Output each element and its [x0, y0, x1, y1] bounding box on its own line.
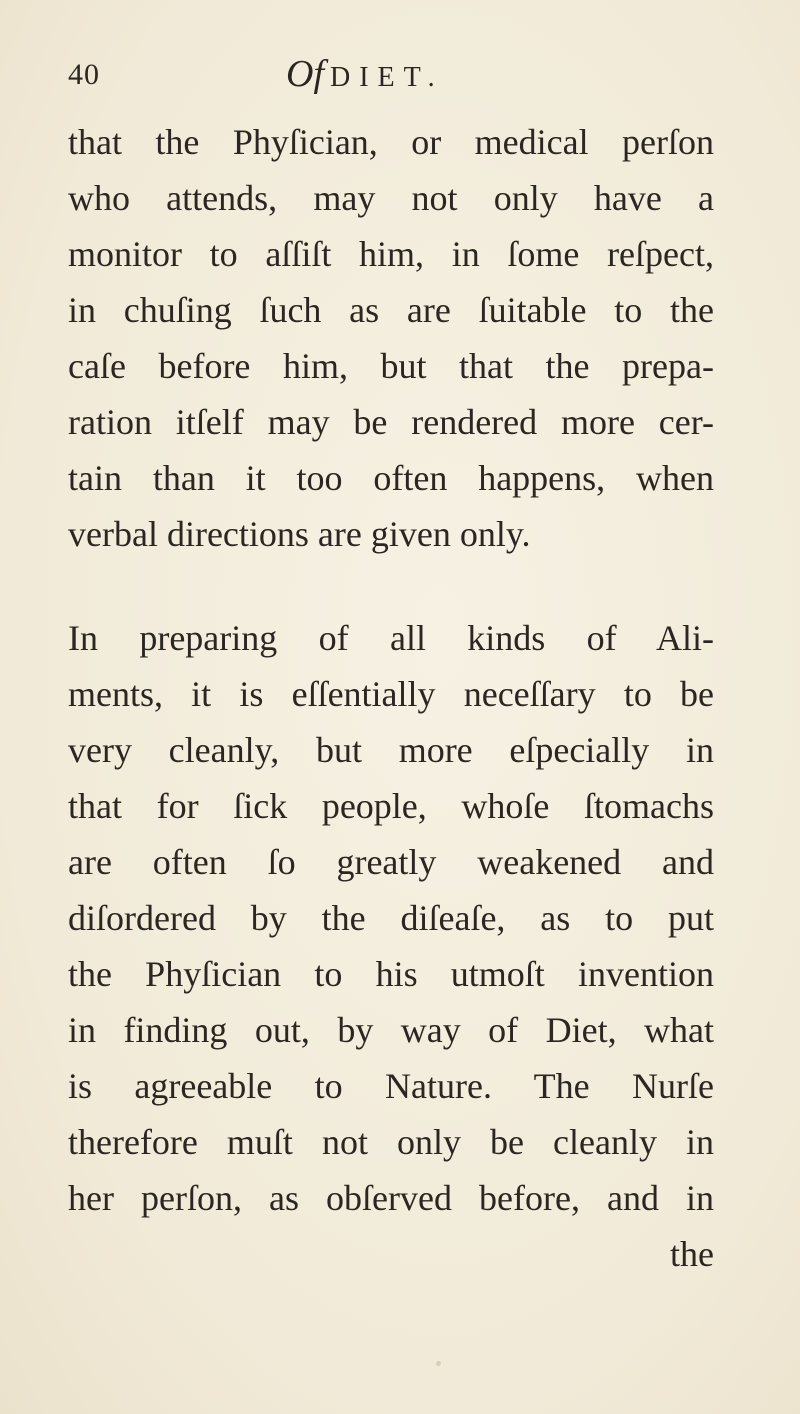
running-header: [68, 52, 708, 100]
text-line: very cleanly, but more eſpecially in: [68, 730, 714, 770]
paper-speck: [436, 1361, 441, 1366]
text-line: ration itſelf may be rendered more cer-: [68, 402, 714, 442]
text-line: therefore muſt not only be cleanly in: [68, 1122, 714, 1162]
text-line: caſe before him, but that the prepa-: [68, 346, 714, 386]
text-line: verbal directions are given only.: [68, 514, 531, 554]
text-line: that for ſick people, whoſe ſtomachs: [68, 786, 714, 826]
running-title-of: Of: [286, 53, 324, 95]
text-line: that the Phyſician, or medical perſon: [68, 122, 714, 162]
paragraph-2: [68, 610, 714, 1282]
text-line: monitor to aſſiſt him, in ſome reſpect,: [68, 234, 714, 274]
text-line: ments, it is eſſentially neceſſary to be: [68, 674, 714, 714]
page-number: 40: [68, 58, 100, 91]
text-line: in chuſing ſuch as are ſuitable to the: [68, 290, 714, 330]
paragraph-1: [68, 114, 714, 562]
text-line: her perſon, as obſerved before, and in: [68, 1178, 714, 1218]
catchword: the: [670, 1234, 714, 1274]
text-line: are often ſo greatly weakened and: [68, 842, 714, 882]
text-line: in finding out, by way of Diet, what: [68, 1010, 714, 1050]
text-line: diſordered by the diſeaſe, as to put: [68, 898, 714, 938]
text-line: the Phyſician to his utmoſt invention: [68, 954, 714, 994]
text-line: In preparing of all kinds of Ali-: [68, 618, 714, 658]
running-title-diet: DIET.: [330, 62, 444, 93]
running-title: [286, 52, 444, 96]
text-line: is agreeable to Nature. The Nurſe: [68, 1066, 714, 1106]
text-line: tain than it too often happens, when: [68, 458, 714, 498]
text-line: who attends, may not only have a: [68, 178, 714, 218]
